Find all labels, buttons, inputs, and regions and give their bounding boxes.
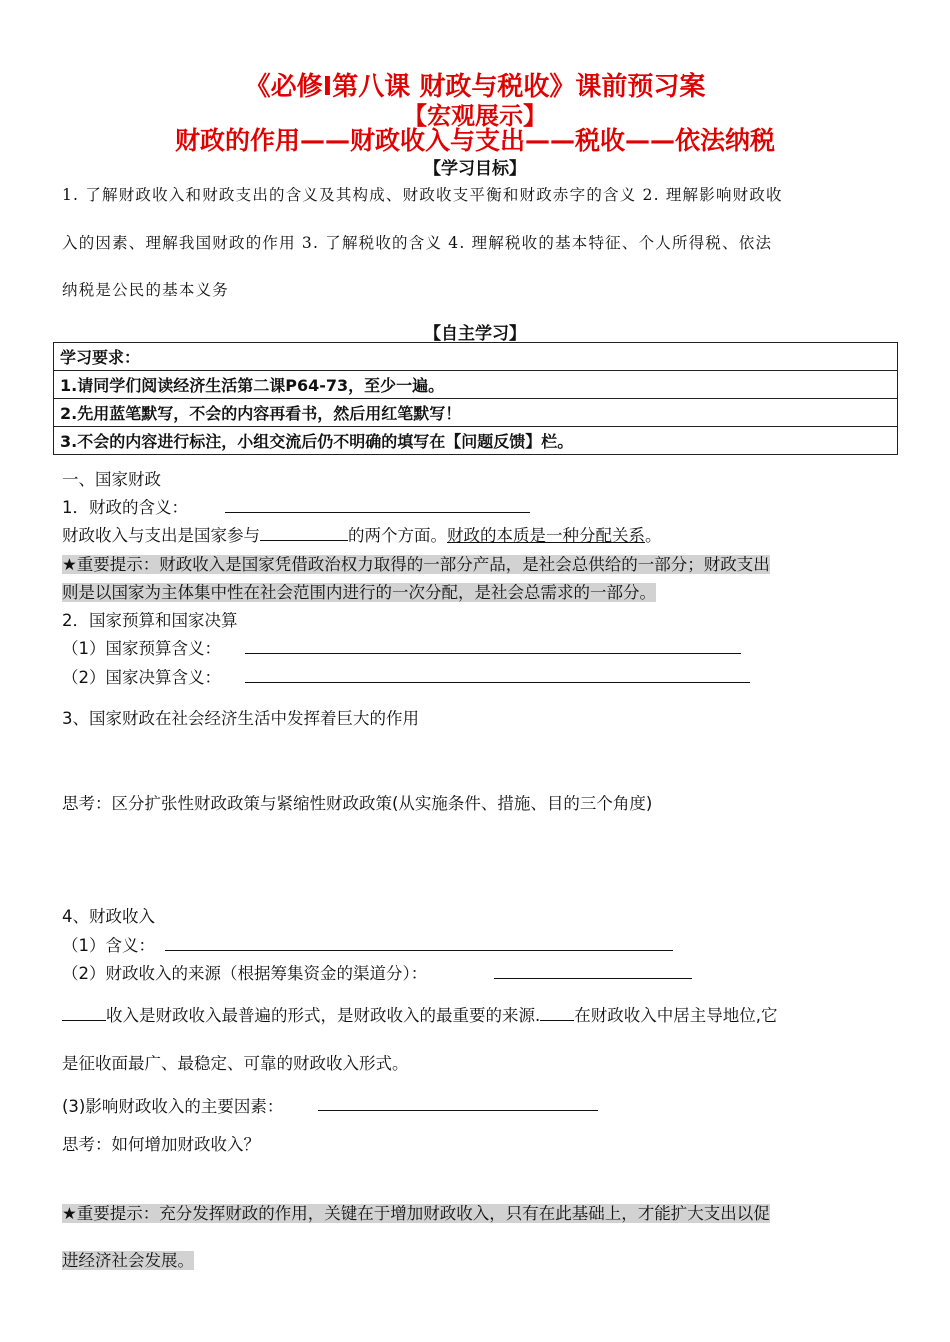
text: 的两个方面。 xyxy=(348,526,447,545)
fill-blank[interactable] xyxy=(62,1004,106,1022)
requirement-row: 1.请同学们阅读经济生活第二课P64-73，至少一遍。 xyxy=(54,371,898,399)
text: 。 xyxy=(645,526,662,545)
think-question: 思考：如何增加财政收入？ xyxy=(62,1135,260,1154)
self-study-header: 【自主学习】 xyxy=(424,324,526,344)
tip-text: ★重要提示：充分发挥财政的作用，关键在于增加财政收入，只有在此基础上，才能扩大支出以促 xyxy=(62,1204,770,1223)
important-tip-cont xyxy=(62,579,656,603)
section-heading: 一、国家财政 xyxy=(62,470,161,489)
answer-line[interactable] xyxy=(318,1110,598,1111)
important-tip xyxy=(62,551,770,575)
tip-text: 进经济社会发展。 xyxy=(62,1251,194,1270)
answer-line[interactable] xyxy=(225,512,530,513)
question-revenue-meaning: （1）含义： xyxy=(62,936,155,955)
fill-blank[interactable] xyxy=(260,524,348,542)
question-final-accounts-meaning: （2）国家决算含义： xyxy=(62,668,221,687)
text: 在财政收入中居主导地位,它 xyxy=(574,1006,778,1025)
tip-text: ★重要提示：财政收入是国家凭借政治权力取得的一部分产品，是社会总供给的一部分；财政支出 xyxy=(62,555,770,574)
question-revenue-factors: (3)影响财政收入的主要因素： xyxy=(62,1097,284,1116)
question-finance-meaning: 1．财政的含义： xyxy=(62,498,188,517)
think-question: 思考：区分扩张性财政政策与紧缩性财政政策(从实施条件、措施、目的三个角度) xyxy=(62,794,653,813)
finance-aspects-line xyxy=(62,522,662,546)
answer-line[interactable] xyxy=(165,950,673,951)
tax-revenue-line-cont: 是征收面最广、最稳定、可靠的财政收入形式。 xyxy=(62,1054,409,1073)
goal-line: 纳税是公民的基本义务 xyxy=(62,281,230,299)
question-revenue-sources: （2）财政收入的来源（根据筹集资金的渠道分）： xyxy=(62,964,428,983)
main-title: 《必修Ⅰ第八课 财政与税收》课前预习案 xyxy=(244,72,706,102)
requirements-title: 学习要求： xyxy=(54,343,898,371)
answer-line[interactable] xyxy=(245,682,750,683)
flow-heading: 财政的作用——财政收入与支出——税收——依法纳税 xyxy=(174,126,775,155)
macro-heading: 【宏观展示】 xyxy=(403,102,547,130)
requirements-table xyxy=(53,342,898,455)
question-finance-role: 3、国家财政在社会经济生活中发挥着巨大的作用 xyxy=(62,709,419,728)
answer-line[interactable] xyxy=(494,978,692,979)
fill-blank[interactable] xyxy=(540,1004,574,1022)
text: 财政收入与支出是国家参与 xyxy=(62,526,260,545)
question-budget-meaning: （1）国家预算含义： xyxy=(62,639,221,658)
requirement-row: 2.先用蓝笔默写，不会的内容再看书，然后用红笔默写！ xyxy=(54,399,898,427)
tax-revenue-line xyxy=(62,1002,778,1026)
goal-line: 入的因素、理解我国财政的作用 3. 了解税收的含义 4. 理解税收的基本特征、个人所得税、依法 xyxy=(62,234,773,252)
tip-text: 则是以国家为主体集中性在社会范围内进行的一次分配，是社会总需求的一部分。 xyxy=(62,583,656,602)
goal-line: 1. 了解财政收入和财政支出的含义及其构成、财政收支平衡和财政赤字的含义 2. 理解影响财政收 xyxy=(62,186,783,204)
question-budget: 2．国家预算和国家决算 xyxy=(62,611,238,630)
goals-header: 【学习目标】 xyxy=(424,159,526,179)
answer-line[interactable] xyxy=(245,653,741,654)
question-finance-revenue: 4、财政收入 xyxy=(62,907,155,926)
requirement-row: 3.不会的内容进行标注，小组交流后仍不明确的填写在【问题反馈】栏。 xyxy=(54,427,898,455)
important-tip-cont xyxy=(62,1247,194,1271)
finance-essence: 财政的本质是一种分配关系 xyxy=(447,526,645,545)
text: 收入是财政收入最普遍的形式，是财政收入的最重要的来源. xyxy=(106,1006,541,1025)
important-tip xyxy=(62,1200,770,1224)
